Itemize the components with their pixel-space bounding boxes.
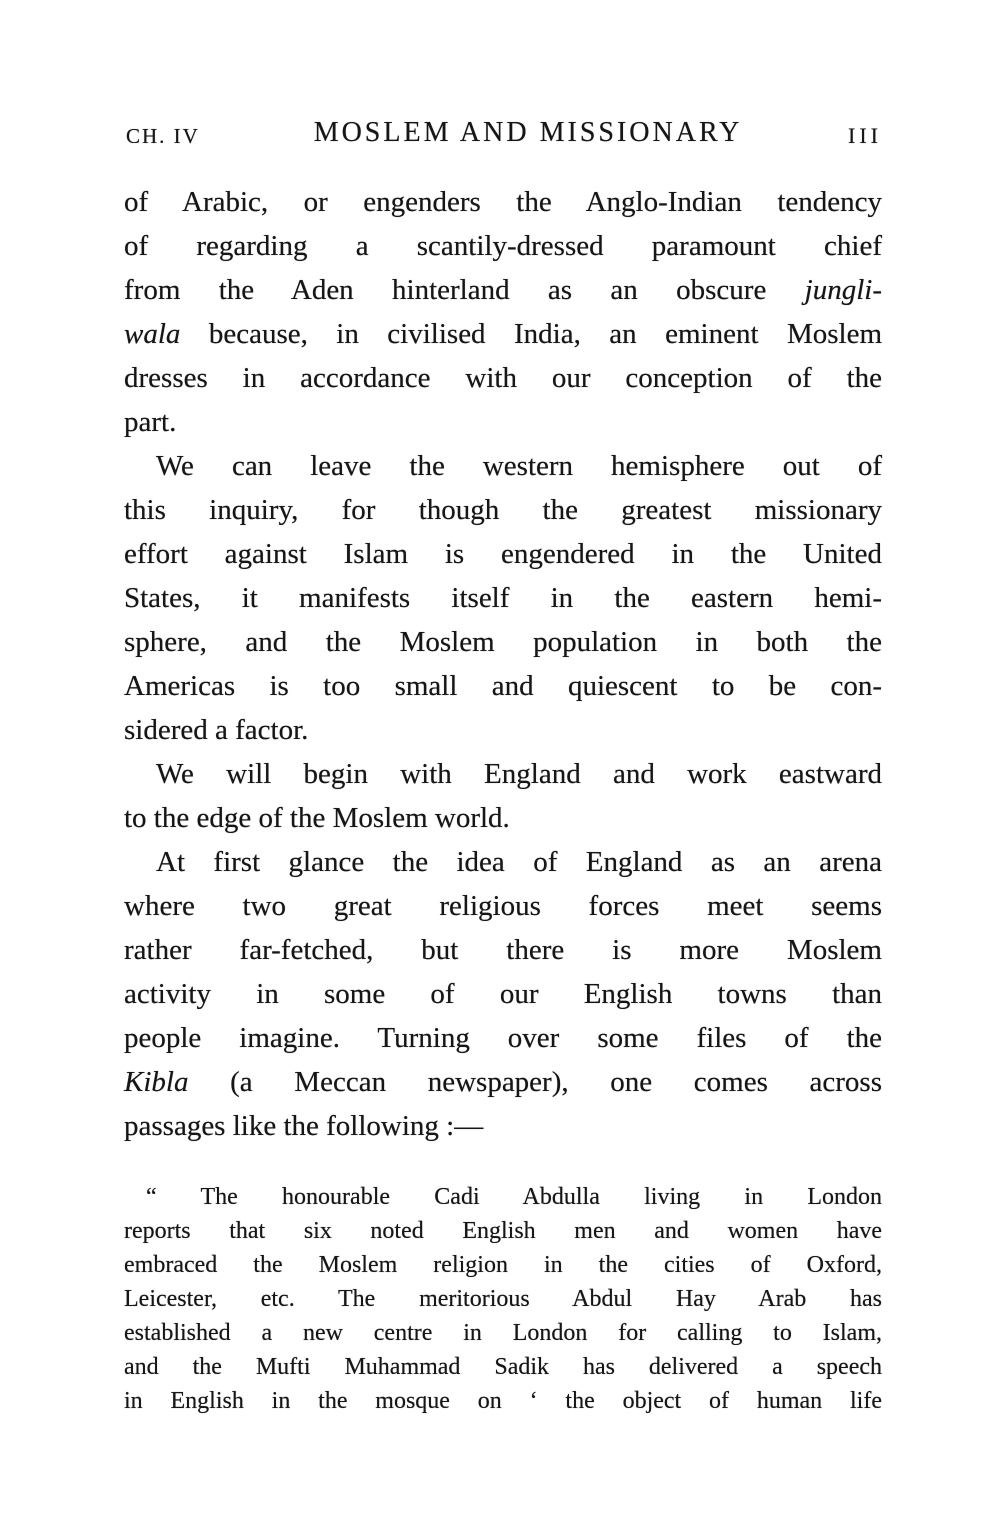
text-segment: and the Mufti Muhammad Sadik has delivered a speech: [124, 1354, 882, 1380]
text-line: [124, 180, 882, 224]
text-segment: States, it manifests itself in the eastern hemi-: [124, 582, 882, 614]
text-line: [124, 268, 882, 312]
italic-term: Kibla: [124, 1066, 189, 1098]
text-line: [124, 928, 882, 972]
text-segment: dresses in accordance with our conception of the: [124, 362, 882, 394]
paragraph: [124, 180, 882, 444]
text-segment: established a new centre in London for calling to Islam,: [124, 1320, 882, 1346]
text-segment: We will begin with England and work eastward: [156, 758, 882, 790]
paragraph: [124, 840, 882, 1148]
text-line: [124, 224, 882, 268]
text-segment: At first glance the idea of England as an arena: [156, 846, 882, 878]
text-segment: of Arabic, or engenders the Anglo-Indian tendency: [124, 186, 882, 218]
text-line: [124, 1180, 882, 1214]
text-line: [124, 1060, 882, 1104]
text-segment: Americas is too small and quiescent to be con-: [124, 670, 882, 702]
text-line: [124, 1316, 882, 1350]
text-segment: part.: [124, 406, 177, 438]
text-segment: in English in the mosque on ‘ the object of human life: [124, 1388, 882, 1414]
text-line: [124, 620, 882, 664]
text-line: [124, 708, 882, 752]
text-segment: this inquiry, for though the greatest missionary: [124, 494, 882, 526]
text-line: [124, 1384, 882, 1418]
page-title: MOSLEM AND MISSIONARY: [313, 117, 743, 148]
text-line: [124, 664, 882, 708]
text-segment: of regarding a scantily-dressed paramount chief: [124, 230, 882, 262]
text-segment: sphere, and the Moslem population in both the: [124, 626, 882, 658]
text-segment: activity in some of our English towns than: [124, 978, 882, 1010]
italic-term: wala: [124, 318, 181, 350]
text-segment: Leicester, etc. The meritorious Abdul Hay Arab has: [124, 1286, 882, 1312]
paragraph: [124, 1180, 882, 1418]
text-line: [124, 840, 882, 884]
text-segment: effort against Islam is engendered in the United: [124, 538, 882, 570]
text-line: [124, 752, 882, 796]
paragraph: [124, 752, 882, 840]
text-line: [124, 576, 882, 620]
text-segment: “ The honourable Cadi Abdulla living in London: [146, 1184, 882, 1210]
chapter-label: CH. IV: [126, 124, 200, 148]
text-line: [124, 1282, 882, 1316]
quote-block: [124, 1180, 882, 1418]
text-segment: to the edge of the Moslem world.: [124, 802, 510, 834]
text-line: [124, 972, 882, 1016]
running-header: [126, 116, 882, 152]
text-segment: where two great religious forces meet seems: [124, 890, 882, 922]
text-segment: We can leave the western hemisphere out of: [156, 450, 882, 482]
text-segment: reports that six noted English men and women have: [124, 1218, 882, 1244]
text-line: [124, 400, 882, 444]
text-line: [124, 444, 882, 488]
italic-term: jungli-: [804, 274, 882, 306]
text-segment: because, in civilised India, an eminent Moslem: [180, 318, 882, 350]
text-segment: people imagine. Turning over some files of the: [124, 1022, 882, 1054]
text-line: [124, 1214, 882, 1248]
text-line: [124, 532, 882, 576]
page-number: III: [848, 123, 882, 148]
text-segment: passages like the following :—: [124, 1110, 484, 1142]
text-line: [124, 1248, 882, 1282]
text-segment: embraced the Moslem religion in the cities of Oxford,: [124, 1252, 882, 1278]
text-line: [124, 312, 882, 356]
text-segment: from the Aden hinterland as an obscure: [124, 274, 805, 306]
text-line: [124, 884, 882, 928]
text-segment: (a Meccan newspaper), one comes across: [188, 1066, 882, 1098]
body-text: [124, 180, 882, 1148]
text-segment: rather far-fetched, but there is more Moslem: [124, 934, 882, 966]
text-line: [124, 1104, 882, 1148]
text-line: [124, 488, 882, 532]
text-line: [124, 1016, 882, 1060]
text-segment: sidered a factor.: [124, 714, 309, 746]
text-line: [124, 796, 882, 840]
paragraph: [124, 444, 882, 752]
text-line: [124, 1350, 882, 1384]
text-line: [124, 356, 882, 400]
